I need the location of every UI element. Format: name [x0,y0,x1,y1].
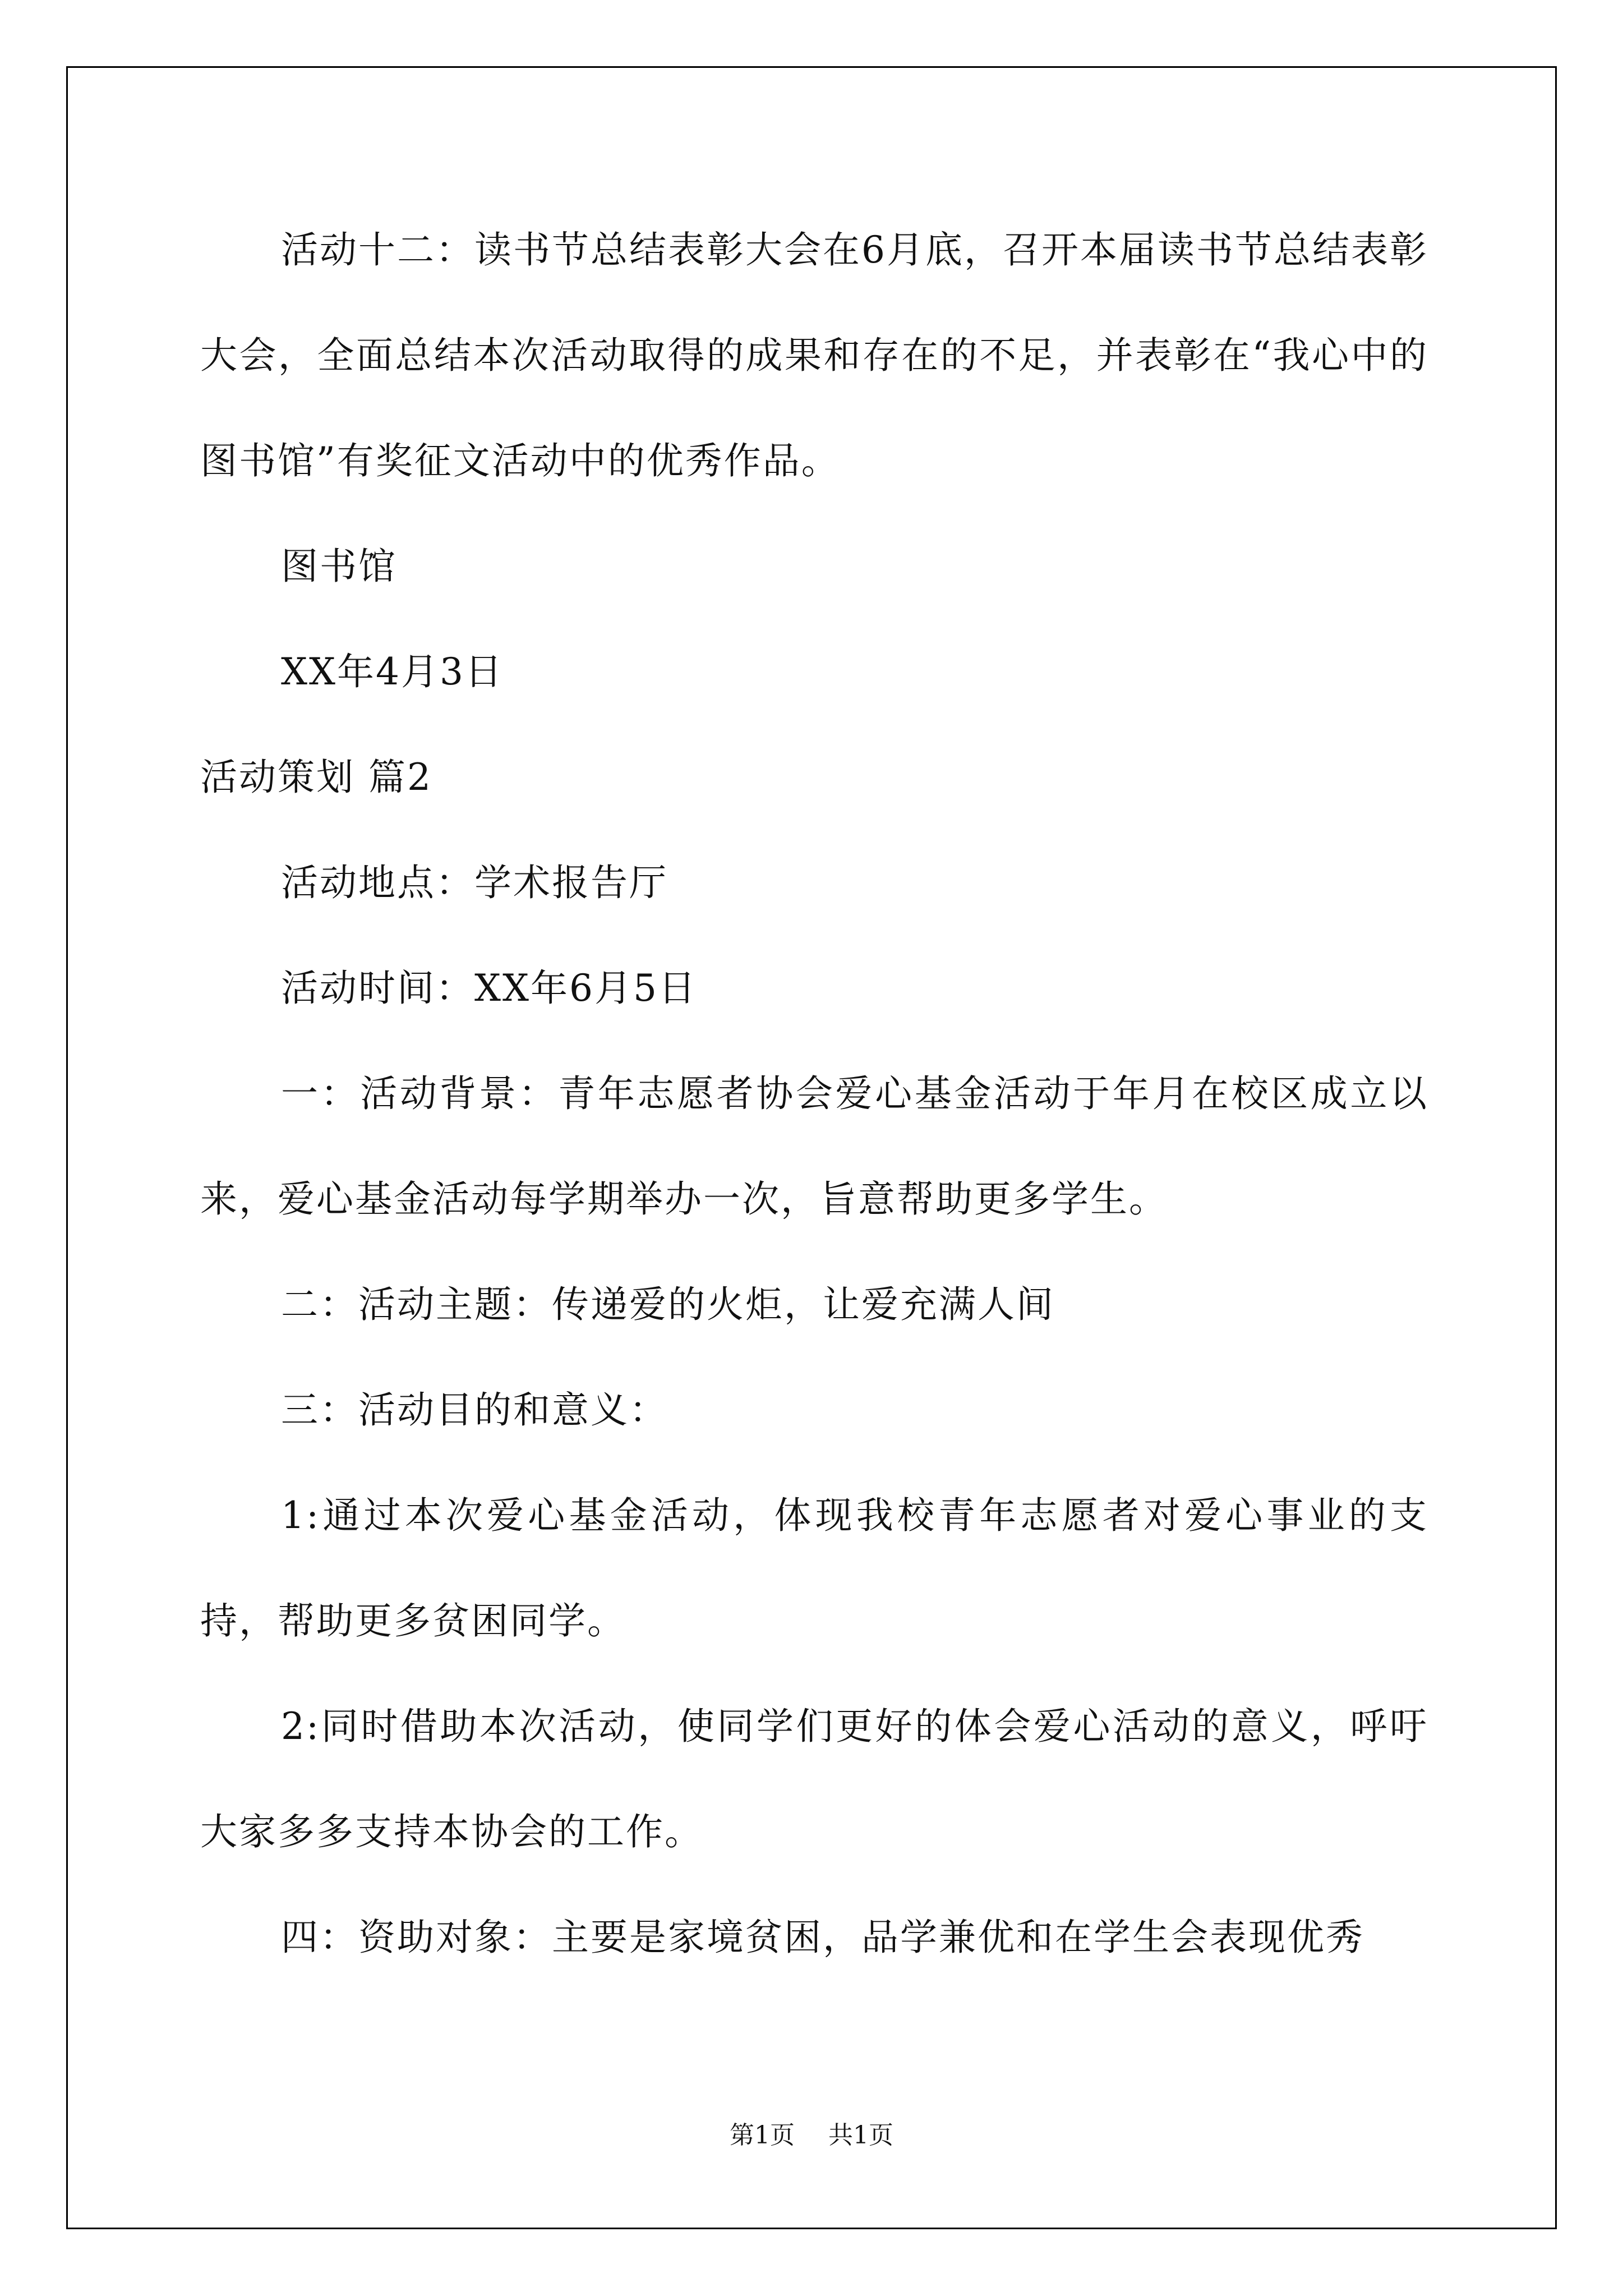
paragraph: XX年4月3日 [281,650,504,693]
paragraph: 活动地点：学术报告厅 [281,861,668,904]
paragraph: 图书馆 [281,545,397,588]
paragraph: 活动十二：读书节总结表彰大会在6月底，召开本届读书节总结表彰大会，全面总结本次活动取得的成果和存在的不足，并表彰在“我心中的图书馆”有奖征文活动中的优秀作品。 [200,228,1428,482]
document-body [200,197,1428,1990]
page-number: 第1页 [730,2121,795,2150]
paragraph: 2:同时借助本次活动，使同学们更好的体会爱心活动的意义，呼吁大家多多支持本协会的工作。 [200,1705,1428,1853]
paragraph: 四：资助对象：主要是家境贫困，品学兼优和在学生会表现优秀 [281,1916,1364,1959]
paragraph: 一：活动背景：青年志愿者协会爱心基金活动于年月在校区成立以来，爱心基金活动每学期举办一次，旨意帮助更多学生。 [200,1072,1428,1221]
page-footer [0,2115,1623,2151]
paragraph: 三：活动目的和意义： [281,1388,668,1432]
section-heading: 活动策划 篇2 [200,756,432,799]
paragraph: 1:通过本次爱心基金活动，体现我校青年志愿者对爱心事业的支持，帮助更多贫困同学。 [200,1494,1428,1642]
page-total: 共1页 [828,2121,893,2150]
paragraph: 二：活动主题：传递爱的火炬，让爱充满人间 [281,1283,1055,1326]
paragraph: 活动时间：XX年6月5日 [281,967,697,1010]
